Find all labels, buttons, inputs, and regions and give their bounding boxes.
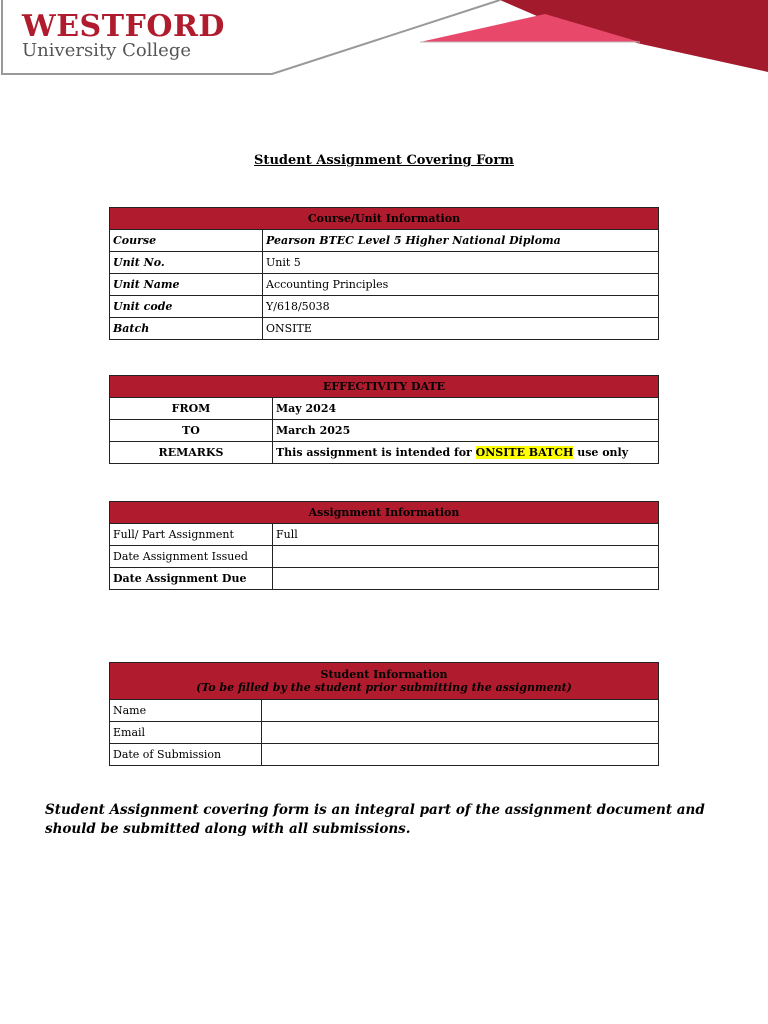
name-field[interactable] <box>262 700 659 722</box>
student-info-table <box>109 662 659 766</box>
email-field[interactable] <box>262 722 659 744</box>
from-label: FROM <box>110 398 273 420</box>
table-row <box>110 252 659 274</box>
logo-sub-text: University College <box>22 40 192 61</box>
date-issued-label: Date Assignment Issued <box>110 546 273 568</box>
footer-note: Student Assignment covering form is an integral part of the assignment document and should be submitted along with all submissions. <box>45 802 705 837</box>
table-row <box>110 744 659 766</box>
table-row <box>110 420 659 442</box>
student-table-subtitle: (To be filled by the student prior submitting the assignment) <box>196 681 572 694</box>
batch-value: ONSITE <box>263 318 659 340</box>
table-row <box>110 274 659 296</box>
student-table-title: Student Information <box>320 668 448 681</box>
date-of-submission-field[interactable] <box>262 744 659 766</box>
unit-no-value: Unit 5 <box>263 252 659 274</box>
assignment-table-header: Assignment Information <box>110 502 659 524</box>
table-row <box>110 568 659 590</box>
effectivity-table-header: EFFECTIVITY DATE <box>110 376 659 398</box>
full-part-label: Full/ Part Assignment <box>110 524 273 546</box>
effectivity-table <box>109 375 659 464</box>
westford-logo <box>22 10 225 60</box>
course-unit-table <box>109 207 659 340</box>
remarks-prefix: This assignment is intended for <box>276 446 476 459</box>
to-label: TO <box>110 420 273 442</box>
remarks-label: REMARKS <box>110 442 273 464</box>
remarks-suffix: use only <box>573 446 629 459</box>
unit-no-label: Unit No. <box>110 252 263 274</box>
unit-name-label: Unit Name <box>110 274 263 296</box>
table-row <box>110 230 659 252</box>
unit-code-value: Y/618/5038 <box>263 296 659 318</box>
batch-label: Batch <box>110 318 263 340</box>
email-label: Email <box>110 722 262 744</box>
date-of-submission-label: Date of Submission <box>110 744 262 766</box>
table-row <box>110 296 659 318</box>
remarks-value <box>273 442 659 464</box>
unit-name-value: Accounting Principles <box>263 274 659 296</box>
table-row <box>110 546 659 568</box>
remarks-highlight: ONSITE BATCH <box>475 446 574 459</box>
table-row <box>110 722 659 744</box>
table-row <box>110 398 659 420</box>
table-row <box>110 442 659 464</box>
page-title: Student Assignment Covering Form <box>254 153 514 168</box>
course-table-header: Course/Unit Information <box>110 208 659 230</box>
course-label: Course <box>110 230 263 252</box>
unit-code-label: Unit code <box>110 296 263 318</box>
table-row <box>110 524 659 546</box>
to-value: March 2025 <box>273 420 659 442</box>
from-value: May 2024 <box>273 398 659 420</box>
table-row <box>110 318 659 340</box>
full-part-value: Full <box>273 524 659 546</box>
table-row <box>110 700 659 722</box>
student-table-header <box>110 663 659 700</box>
date-issued-value <box>273 546 659 568</box>
date-due-label: Date Assignment Due <box>110 568 273 590</box>
assignment-info-table <box>109 501 659 590</box>
date-due-value <box>273 568 659 590</box>
name-label: Name <box>110 700 262 722</box>
course-value: Pearson BTEC Level 5 Higher National Diploma <box>263 230 659 252</box>
logo-main-text: WESTFORD <box>22 9 225 44</box>
